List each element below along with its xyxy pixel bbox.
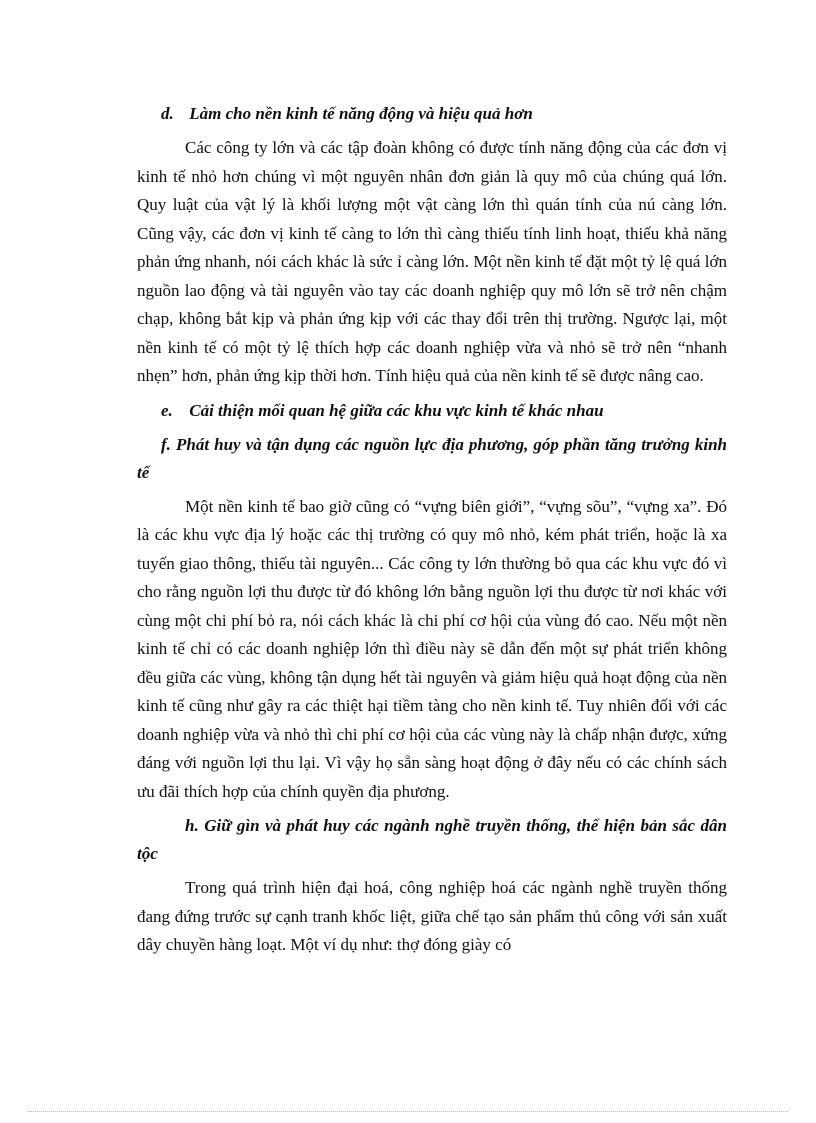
section-marker-f: f.	[161, 434, 171, 454]
section-title-d: Làm cho nền kinh tế năng động và hiệu quả hơn	[189, 104, 533, 123]
section-paragraph-f: Một nền kinh tế bao giờ cũng có “vựng biên giới”, “vựng sõu”, “vựng xa”. Đó là các khu vực địa lý hoặc các thị trường có quy mô nhỏ, kém phát triển, hoặc là xa tuyến giao thông, thiếu tài nguyên... Các công ty lớn thường bỏ qua các khu vực đó vì cho rằng nguồn lợi thu được từ đó không lớn bằng nguồn lợi thu được từ nơi khác với cùng một chi phí bỏ ra, nói cách khác là chi phí cơ hội của vùng đó cao. Nếu một nền kinh tế chỉ có các doanh nghiệp lớn thì điều này sẽ dẫn đến một sự phát triển không đều giữa các vùng, không tận dụng hết tài nguyên và giảm hiệu quả hoạt động của nền kinh tế cũng như gây ra các thiệt hại tiềm tàng cho nền kinh tế. Tuy nhiên đối với các doanh nghiệp vừa và nhỏ thì chi phí cơ hội của các vùng này là chấp nhận được, xứng đáng với nguồn lợi thu lại. Vì vậy họ sẵn sàng hoạt động ở đây nếu có các chính sách ưu đãi thích hợp của chính quyền địa phương.	[137, 496, 727, 801]
page-footer-divider	[28, 1111, 788, 1112]
section-paragraph-h: Trong quá trình hiện đại hoá, công nghiệp hoá các ngành nghề truyền thống đang đứng trước sự cạnh tranh khốc liệt, giữa chế tạo sản phẩm thủ công với sản xuất dây chuyền hàng loạt. Một ví dụ như: thợ đóng giày có	[137, 878, 727, 954]
section-heading-d	[137, 100, 727, 128]
section-title-e: Cải thiện mối quan hệ giữa các khu vực kinh tế khác nhau	[189, 400, 604, 420]
section-marker-h: h.	[185, 816, 199, 835]
section-title-h: Giữ gìn và phát huy các ngành nghề truyền thống, thể hiện bản sắc dân tộc	[137, 816, 727, 863]
section-heading-e	[137, 397, 727, 425]
section-heading-h	[137, 812, 727, 868]
section-heading-f	[137, 431, 727, 487]
section-marker-e: e.	[161, 400, 173, 420]
section-marker-d: d.	[161, 104, 174, 123]
section-paragraph-d: Các công ty lớn và các tập đoàn không có được tính năng động của các đơn vị kinh tế nhỏ hơn chúng vì một nguyên nhân đơn giản là quy mô của chúng quá lớn. Quy luật của vật lý là khối lượng một vật càng lớn thì quán tính của nú càng lớn. Cũng vậy, các đơn vị kinh tế càng to lớn thì càng thiếu tính linh hoạt, thiếu khả năng phản ứng nhanh, nói cách khác là sức ỉ càng lớn. Một nền kinh tế đặt một tỷ lệ quá lớn nguồn lao động và tài nguyên vào tay các doanh nghiệp quy mô lớn sẽ trở nên chậm chạp, không bắt kịp và phản ứng kịp với các thay đổi trên thị trường. Ngược lại, một nền kinh tế có một tỷ lệ thích hợp các doanh nghiệp vừa và nhỏ sẽ trở nên “nhanh nhẹn” hơn, phản ứng kịp thời hơn. Tính hiệu quả của nền kinh tế sẽ được nâng cao.	[137, 138, 727, 385]
section-title-f: Phát huy và tận dụng các nguồn lực địa phương, góp phần tăng trưởng kinh tế	[137, 434, 728, 482]
page-content	[137, 100, 727, 960]
